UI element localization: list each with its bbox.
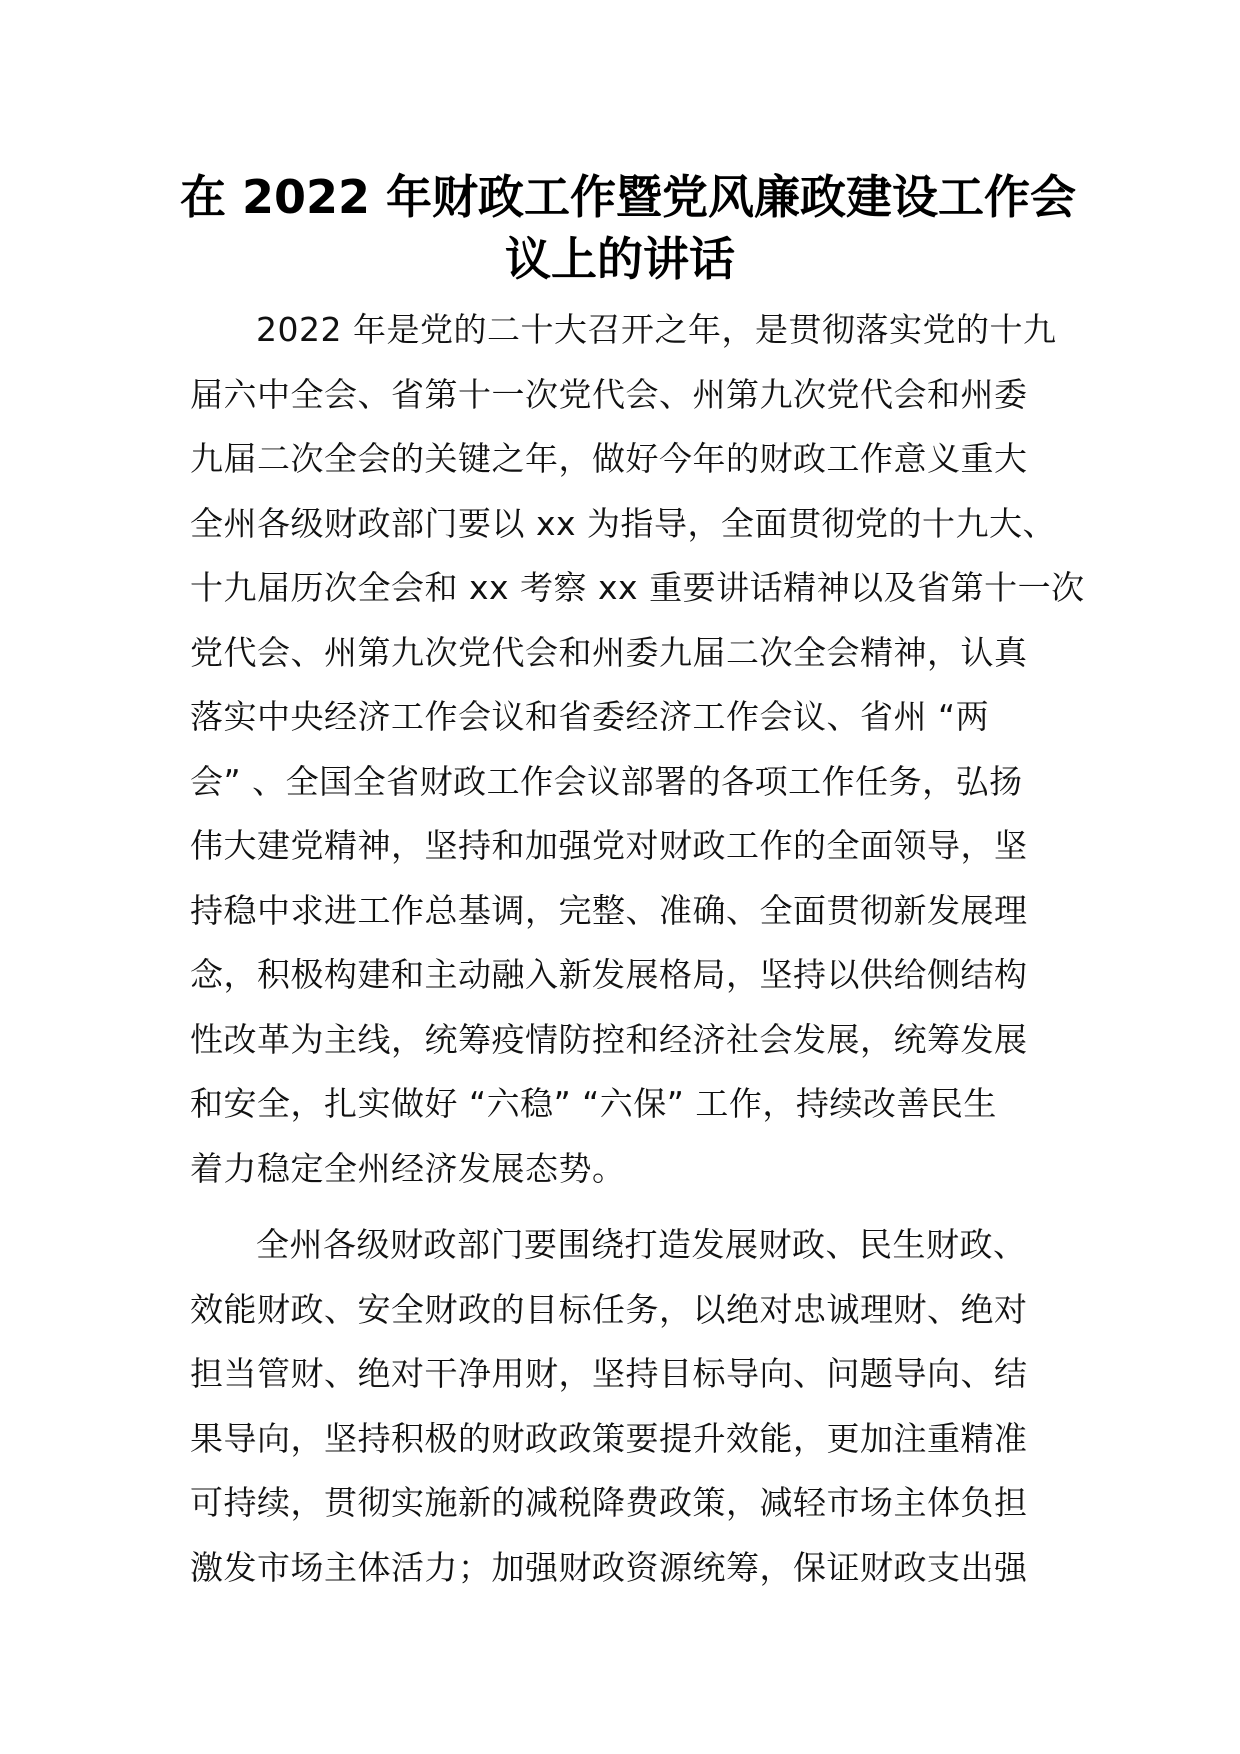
- text-line: 持稳中求进工作总基调，完整、准确、全面贯彻新发展理: [190, 890, 1028, 930]
- text-line: 十九届历次全会和 xx 考察 xx 重要讲话精神以及省第十一次: [190, 568, 1085, 607]
- text-line: 果导向，坚持积极的财政政策要提升效能，更加注重精准: [190, 1418, 1028, 1458]
- paragraph-1: [190, 298, 1085, 1201]
- text-line: 性改革为主线，统筹疫情防控和经济社会发展，统筹发展: [190, 1019, 1028, 1059]
- text-line: 2022 年是党的二十大召开之年，是贯彻落实党的十九: [256, 310, 1057, 349]
- title-line: 在 2022 年财政工作暨党风廉政建设工作会: [180, 170, 1077, 224]
- text-line: 全州各级财政部门要围绕打造发展财政、民生财政、: [256, 1225, 1027, 1264]
- text-line: 会” 、全国全省财政工作会议部署的各项工作任务，弘扬: [190, 761, 1023, 801]
- text-line: 担当管财、绝对干净用财，坚持目标导向、问题导向、结: [190, 1354, 1028, 1393]
- document-body: [190, 298, 1085, 1600]
- paragraph-spacer: [190, 1201, 1050, 1213]
- text-line: 落实中央经济工作会议和省委经济工作会议、省州 “两: [190, 697, 990, 736]
- text-line: 激发市场主体活力；加强财政资源统筹，保证财政支出强: [190, 1547, 1028, 1587]
- title-line: 议上的讲话: [505, 232, 735, 286]
- text-line: 九届二次全会的关键之年，做好今年的财政工作意义重大: [190, 439, 1028, 478]
- text-line: 着力稳定全州经济发展态势。: [190, 1148, 626, 1188]
- text-line: 届六中全会、省第十一次党代会、州第九次党代会和州委: [190, 374, 1028, 414]
- paragraph-2: [190, 1213, 1050, 1600]
- text-line: 念，积极构建和主动融入新发展格局，坚持以供给侧结构: [190, 955, 1028, 994]
- document-title: [180, 166, 1077, 290]
- text-line: 可持续，贯彻实施新的减税降费政策，减轻市场主体负担: [190, 1483, 1028, 1522]
- text-line: 和安全，扎实做好 “六稳” “六保” 工作，持续改善民生: [190, 1084, 997, 1123]
- text-line: 效能财政、安全财政的目标任务，以绝对忠诚理财、绝对: [190, 1289, 1028, 1329]
- text-line: 伟大建党精神，坚持和加强党对财政工作的全面领导，坚: [190, 826, 1028, 865]
- text-line: 全州各级财政部门要以 xx 为指导，全面贯彻党的十九大、: [190, 503, 1057, 543]
- text-line: 党代会、州第九次党代会和州委九届二次全会精神，认真: [190, 632, 1028, 672]
